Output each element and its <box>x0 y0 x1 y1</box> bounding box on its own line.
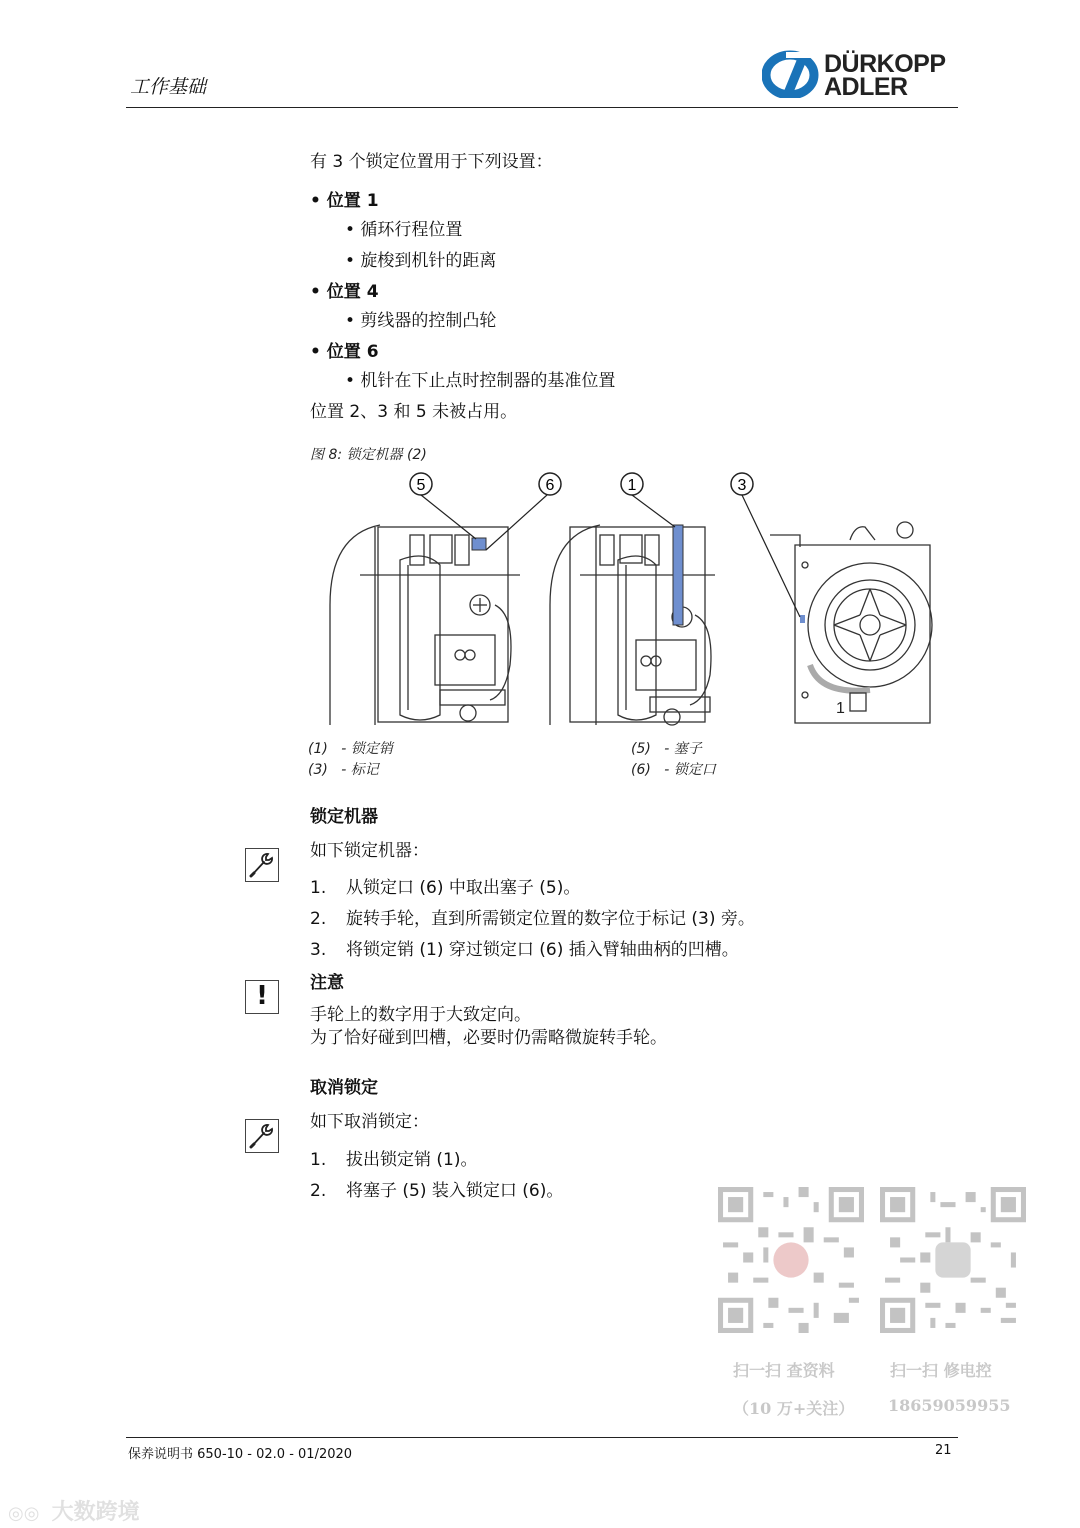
step-number: 2. <box>310 909 327 929</box>
step-number: 2. <box>310 1181 327 1201</box>
brand-logo <box>762 48 962 100</box>
footer-doc-id: 保养说明书 650-10 - 02.0 - 01/2020 <box>128 1447 353 1462</box>
locking-pin <box>673 525 683 625</box>
legend-item-3 <box>308 760 379 780</box>
position-4-label: • 位置 4 <box>310 282 379 302</box>
position-6-label: • 位置 6 <box>310 342 379 362</box>
legend-num: (5) <box>631 741 651 757</box>
step-text: 从锁定口 (6) 中取出塞子 (5)。 <box>346 878 581 898</box>
legend-item-6 <box>631 760 716 780</box>
legend-text: - 锁定口 <box>664 762 716 778</box>
handwheel-number: 1 <box>836 700 845 717</box>
callout-circles <box>410 473 753 495</box>
legend-text: - 塞子 <box>664 741 702 757</box>
watermark-logo-icon: ◎◎ <box>8 1503 40 1524</box>
figure-illustration <box>300 465 950 735</box>
intro-text: 有 3 个锁定位置用于下列设置： <box>310 152 553 172</box>
figure-caption: 图 8: 锁定机器 (2) <box>310 447 427 463</box>
header-divider <box>126 107 958 108</box>
legend-text: - 标记 <box>341 762 379 778</box>
brand-name-line2: ADLER <box>824 73 908 101</box>
callout-5: 5 <box>416 477 426 494</box>
step-text: 旋转手轮，直到所需锁定位置的数字位于标记 (3) 旁。 <box>346 909 755 929</box>
step-text: 拔出锁定销 (1)。 <box>346 1150 478 1170</box>
machine-view-middle <box>550 525 715 725</box>
legend-num: (6) <box>631 762 651 778</box>
legend-item-5 <box>631 739 702 759</box>
qr-code-left <box>718 1187 864 1333</box>
qr-left-caption-2: （10 万+关注） <box>733 1399 855 1418</box>
lock-heading: 锁定机器 <box>310 807 378 827</box>
step-number: 1. <box>310 878 327 898</box>
lock-intro: 如下锁定机器： <box>310 841 429 861</box>
warning-icon: ! <box>245 980 279 1014</box>
stopper-plug <box>472 538 486 550</box>
unlock-step <box>310 1149 478 1171</box>
position-6-item: • 机针在下止点时控制器的基准位置 <box>345 371 616 391</box>
page-header-title: 工作基础 <box>130 76 207 98</box>
watermark-text: 大数跨境 <box>51 1500 140 1525</box>
machine-view-left <box>330 525 520 725</box>
legend-item-1 <box>308 739 393 759</box>
lock-step <box>310 908 755 930</box>
unlock-step <box>310 1180 564 1202</box>
watermark <box>8 1495 140 1526</box>
position-1-label: • 位置 1 <box>310 191 379 211</box>
qr-right-caption-1: 扫一扫 修电控 <box>890 1361 992 1380</box>
step-text: 将锁定销 (1) 穿过锁定口 (6) 插入臂轴曲柄的凹槽。 <box>346 940 739 960</box>
handwheel-view <box>770 522 932 723</box>
unused-positions-note: 位置 2、3 和 5 未被占用。 <box>310 402 518 422</box>
brand-logo-icon <box>762 48 820 98</box>
legend-num: (3) <box>308 762 328 778</box>
step-text: 将塞子 (5) 装入锁定口 (6)。 <box>346 1181 564 1201</box>
callout-3: 3 <box>737 477 747 494</box>
qr-right-caption-2: 18659059955 <box>888 1396 1011 1415</box>
callout-1: 1 <box>627 477 637 494</box>
legend-num: (1) <box>308 741 328 757</box>
qr-code-right <box>880 1187 1026 1333</box>
footer-divider <box>126 1437 958 1438</box>
lock-step <box>310 877 581 899</box>
notice-line: 为了恰好碰到凹槽，必要时仍需略微旋转手轮。 <box>310 1028 667 1048</box>
position-1-item: • 旋梭到机针的距离 <box>345 251 497 271</box>
lock-step <box>310 939 739 961</box>
notice-heading: 注意 <box>310 973 344 993</box>
legend-text: - 锁定销 <box>341 741 393 757</box>
brand-name-line1: DÜRKOPP <box>824 50 946 78</box>
page-number: 21 <box>935 1443 952 1458</box>
wrench-icon <box>245 848 279 882</box>
marking <box>800 615 805 623</box>
unlock-intro: 如下取消锁定： <box>310 1112 429 1132</box>
step-number: 3. <box>310 940 327 960</box>
unlock-heading: 取消锁定 <box>310 1078 378 1098</box>
callout-leaders <box>421 495 800 617</box>
wrench-icon <box>245 1119 279 1153</box>
callout-6: 6 <box>545 477 555 494</box>
position-4-item: • 剪线器的控制凸轮 <box>345 311 497 331</box>
qr-left-caption-1: 扫一扫 查资料 <box>733 1361 835 1380</box>
position-1-item: • 循环行程位置 <box>345 220 463 240</box>
notice-line: 手轮上的数字用于大致定向。 <box>310 1005 531 1025</box>
step-number: 1. <box>310 1150 327 1170</box>
